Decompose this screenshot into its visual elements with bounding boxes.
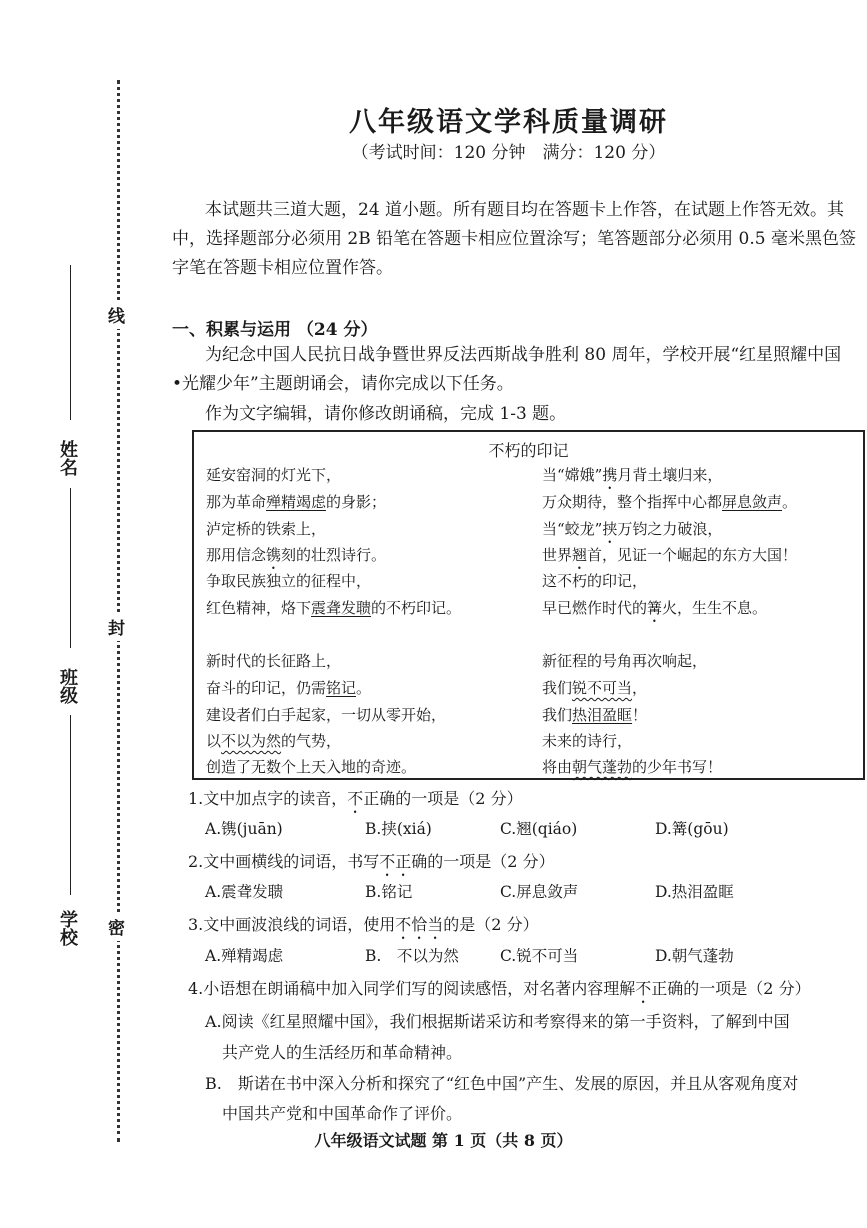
poem-box	[192, 430, 865, 780]
binding-mark-line: 线	[108, 300, 125, 329]
page-footer: 八年级语文试题 第 1 页（共 8 页）	[314, 1131, 573, 1150]
section-1-intro-2: •光耀少年”主题朗诵会，请你完成以下任务。	[172, 374, 514, 394]
poem-line: 新征程的号角再次响起，	[542, 652, 708, 670]
section-1-intro-1: 为纪念中国人民抗日战争暨世界反法西斯战争胜利 80 周年，学校开展“红星照耀中国	[205, 345, 842, 365]
class-blank-line	[70, 715, 71, 895]
q4-option-a-line-1: A.阅读《红星照耀中国》，我们根据斯诺采访和考察得来的第一手资料，了解到中国	[205, 1012, 790, 1031]
poem-line: 我们锐不可当，	[542, 679, 648, 697]
q1-option-a: A.镌(juān)	[205, 820, 283, 838]
poem-line: 创造了无数个上天入地的奇迹。	[206, 758, 417, 776]
name-blank-line-lower	[70, 488, 71, 648]
section-1-heading: 一、积累与运用 （24 分）	[172, 320, 378, 340]
wavy-word: 朝气蓬勃	[572, 758, 633, 776]
q2-option-a: A.震聋发聩	[205, 883, 284, 901]
binding-mark-secret: 密	[108, 912, 125, 941]
instructions-line-2: 中，选择题部分必须用 2B 铅笔在答题卡相应位置涂写；笔答题部分必须用 0.5 毫米黑色签	[172, 229, 856, 249]
dotted-char: 挟	[602, 520, 618, 538]
poem-line: 这不朽的印记，	[542, 572, 648, 590]
dotted-char: 镌	[266, 546, 282, 564]
wavy-word: 锐不可当	[572, 679, 633, 697]
poem-line: 新时代的长征路上，	[206, 652, 342, 670]
dotted-char: 携	[602, 466, 618, 484]
wavy-word: 不以为然	[221, 732, 282, 750]
q1-option-b: B.挟(xiá)	[365, 820, 432, 838]
underlined-word: 热泪盈眶	[572, 706, 633, 724]
name-blank-line	[70, 265, 71, 420]
instructions-line-3: 字笔在答题卡相应位置作答。	[172, 258, 393, 278]
q3-option-d: D.朝气蓬勃	[655, 947, 734, 965]
q4-option-a-line-2: 共产党人的生活经历和革命精神。	[222, 1043, 463, 1062]
underlined-word: 震聋发聩	[311, 599, 372, 617]
dotted-char: 翘	[572, 546, 588, 564]
poem-line: 万众期待，整个指挥中心都屏息敛声。	[542, 493, 798, 511]
poem-line: 那用信念镌刻的壮烈诗行。	[206, 546, 387, 564]
question-1: 1.文中加点字的读音，不正确的一项是（2 分）	[188, 789, 523, 808]
q3-option-a: A.殚精竭虑	[205, 947, 284, 965]
poem-title: 不朽的印记	[488, 441, 569, 460]
dotted-char: 篝	[647, 599, 663, 617]
poem-line: 延安窑洞的灯光下，	[206, 466, 342, 484]
q3-option-c: C.锐不可当	[500, 947, 579, 965]
poem-line: 泸定桥的铁索上，	[206, 520, 327, 538]
underlined-word: 铭记	[326, 679, 357, 697]
poem-line: 我们热泪盈眶！	[542, 706, 648, 724]
q2-option-b: B.铭记	[365, 883, 413, 901]
poem-line: 那为革命殚精竭虑的身影；	[206, 493, 387, 511]
binding-mark-seal: 封	[108, 612, 125, 641]
class-field-label: 班级	[57, 668, 78, 704]
school-field-label: 学校	[57, 910, 78, 946]
exam-title: 八年级语文学科质量调研	[349, 107, 668, 138]
poem-line: 争取民族独立的征程中，	[206, 572, 372, 590]
poem-line: 奋斗的印记，仍需铭记。	[206, 679, 372, 697]
question-4: 4.小语想在朗诵稿中加入同学们写的阅读感悟，对名著内容理解不正确的一项是（2 分）	[188, 979, 811, 998]
q1-option-c: C.翘(qiáo)	[500, 820, 578, 838]
underlined-word: 殚精竭虑	[266, 493, 327, 511]
q4-option-b-line-1: B. 斯诺在书中深入分析和探究了“红色中国”产生、发展的原因，并且从客观角度对	[205, 1074, 799, 1093]
q1-option-d: D.篝(gōu)	[655, 820, 729, 838]
q2-option-c: C.屏息敛声	[500, 883, 579, 901]
poem-line: 红色精神，烙下震聋发聩的不朽印记。	[206, 599, 462, 617]
binding-dotted-line	[117, 80, 120, 1142]
exam-subtitle: （考试时间：120 分钟 满分：120 分）	[351, 143, 666, 163]
poem-line: 当“蛟龙”挟万钧之力破浪，	[542, 520, 723, 538]
question-2: 2.文中画横线的词语，书写不正确的一项是（2 分）	[188, 852, 555, 871]
poem-line: 世界翘首，见证一个崛起的东方大国！	[542, 546, 798, 564]
q2-option-d: D.热泪盈眶	[655, 883, 734, 901]
q3-option-b: B. 不以为然	[365, 947, 459, 965]
underlined-word: 屏息敛声	[722, 493, 783, 511]
instructions-line-1: 本试题共三道大题，24 道小题。所有题目均在答题卡上作答，在试题上作答无效。其	[205, 200, 845, 220]
poem-line: 早已燃作时代的篝火，生生不息。	[542, 599, 768, 617]
poem-line: 以不以为然的气势，	[206, 732, 342, 750]
section-1-intro-3: 作为文字编辑，请你修改朗诵稿，完成 1-3 题。	[205, 404, 567, 424]
poem-line: 未来的诗行，	[542, 732, 633, 750]
poem-line: 当“嫦娥”携月背土壤归来，	[542, 466, 723, 484]
poem-line: 建设者们白手起家，一切从零开始，	[206, 706, 447, 724]
question-3: 3.文中画波浪线的词语，使用不恰当的是（2 分）	[188, 915, 539, 934]
q4-option-b-line-2: 中国共产党和中国革命作了评价。	[222, 1104, 463, 1123]
poem-line: 将由朝气蓬勃的少年书写！	[542, 758, 723, 776]
name-field-label: 姓名	[57, 440, 78, 476]
